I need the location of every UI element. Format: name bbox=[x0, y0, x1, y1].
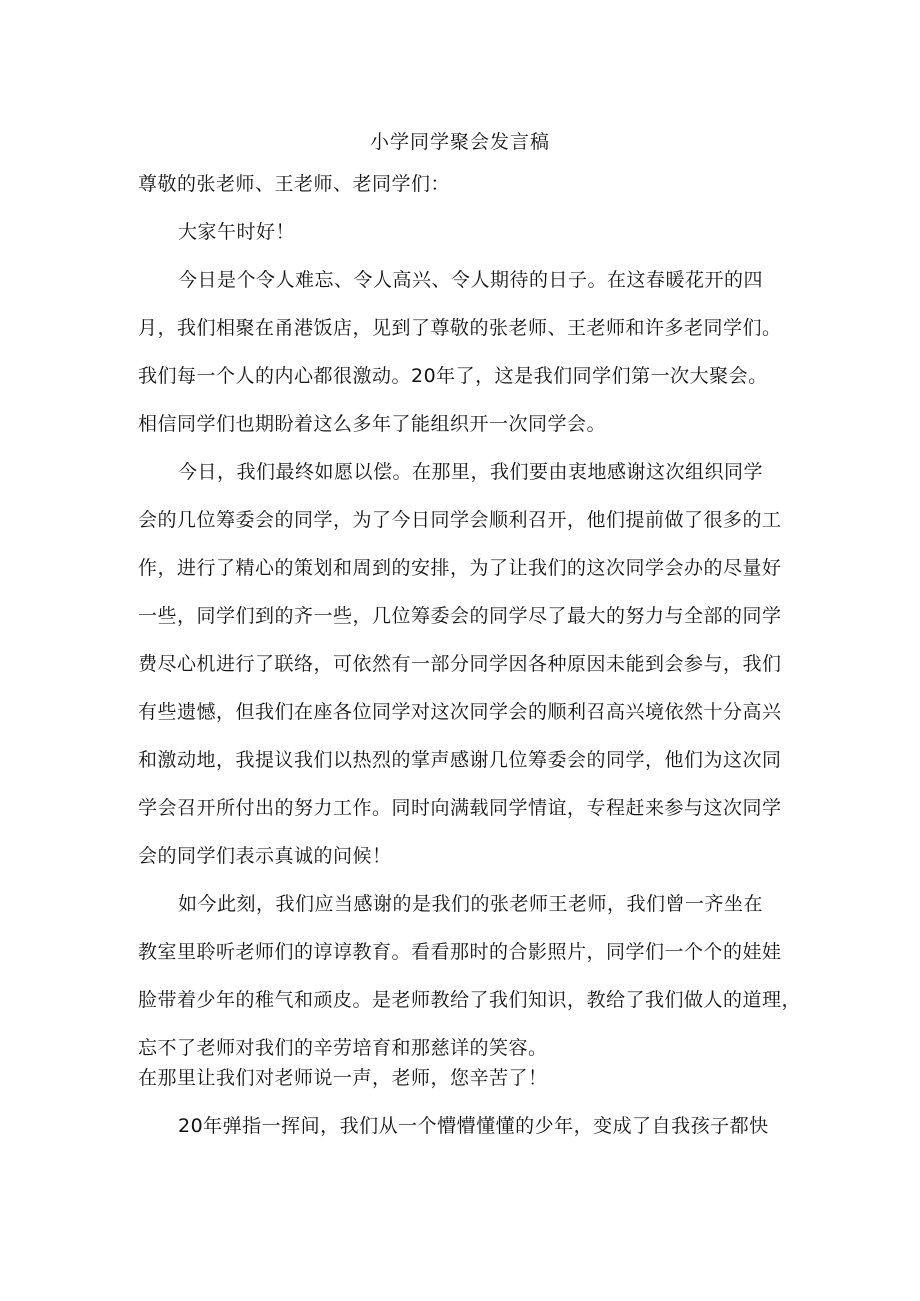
paragraph-line: 作，进行了精心的策划和周到的安排，为了让我们的这次同学会办的尽量好 bbox=[138, 557, 782, 579]
paragraph-line: 忘不了老师对我们的辛劳培育和那慈详的笑容。 bbox=[138, 1037, 548, 1059]
paragraph-line: 如今此刻，我们应当感谢的是我们的张老师王老师，我们曾一齐坐在 bbox=[178, 893, 764, 915]
paragraph-line: 今日，我们最终如愿以偿。在那里，我们要由衷地感谢这次组织同学 bbox=[178, 461, 764, 483]
paragraph-line: 月，我们相聚在甬港饭店，见到了尊敬的张老师、王老师和许多老同学们。 bbox=[138, 317, 782, 339]
paragraph-line: 脸带着少年的稚气和顽皮。是老师教给了我们知识，教给了我们做人的道理， bbox=[138, 989, 802, 1011]
paragraph-line: 在那里让我们对老师说一声，老师，您辛苦了！ bbox=[138, 1067, 548, 1089]
paragraph-line: 我们每一个人的内心都很激动。20年了，这是我们同学们第一次大聚会。 bbox=[138, 365, 768, 387]
paragraph-line: 相信同学们也期盼着这么多年了能组织开一次同学会。 bbox=[138, 413, 607, 435]
paragraph-line: 20年弹指一挥间，我们从一个懵懵懂懂的少年，变成了自我孩子都快 bbox=[178, 1115, 769, 1137]
paragraph-line: 一些，同学们到的齐一些，几位筹委会的同学尽了最大的努力与全部的同学 bbox=[138, 605, 782, 627]
paragraph-line: 有些遗憾，但我们在座各位同学对这次同学会的顺利召高兴境依然十分高兴 bbox=[138, 701, 782, 723]
paragraph-line: 和激动地，我提议我们以热烈的掌声感谢几位筹委会的同学，他们为这次同 bbox=[138, 749, 782, 771]
paragraph-line: 费尽心机进行了联络，可依然有一部分同学因各种原因未能到会参与，我们 bbox=[138, 653, 782, 675]
paragraph-line: 教室里聆听老师们的谆谆教育。看看那时的合影照片，同学们一个个的娃娃 bbox=[138, 941, 782, 963]
paragraph-line: 今日是个令人难忘、令人高兴、令人期待的日子。在这春暖花开的四 bbox=[178, 269, 764, 291]
paragraph-line: 学会召开所付出的努力工作。同时向满载同学情谊，专程赶来参与这次同学 bbox=[138, 797, 782, 819]
paragraph-line: 会的同学们表示真诚的问候！ bbox=[138, 845, 392, 867]
greeting-line: 大家午时好！ bbox=[178, 221, 296, 243]
document-title: 小学同学聚会发言稿 bbox=[369, 131, 550, 153]
salutation-line: 尊敬的张老师、王老师、老同学们： bbox=[138, 173, 451, 195]
paragraph-line: 会的几位筹委会的同学，为了今日同学会顺利召开，他们提前做了很多的工 bbox=[138, 509, 782, 531]
